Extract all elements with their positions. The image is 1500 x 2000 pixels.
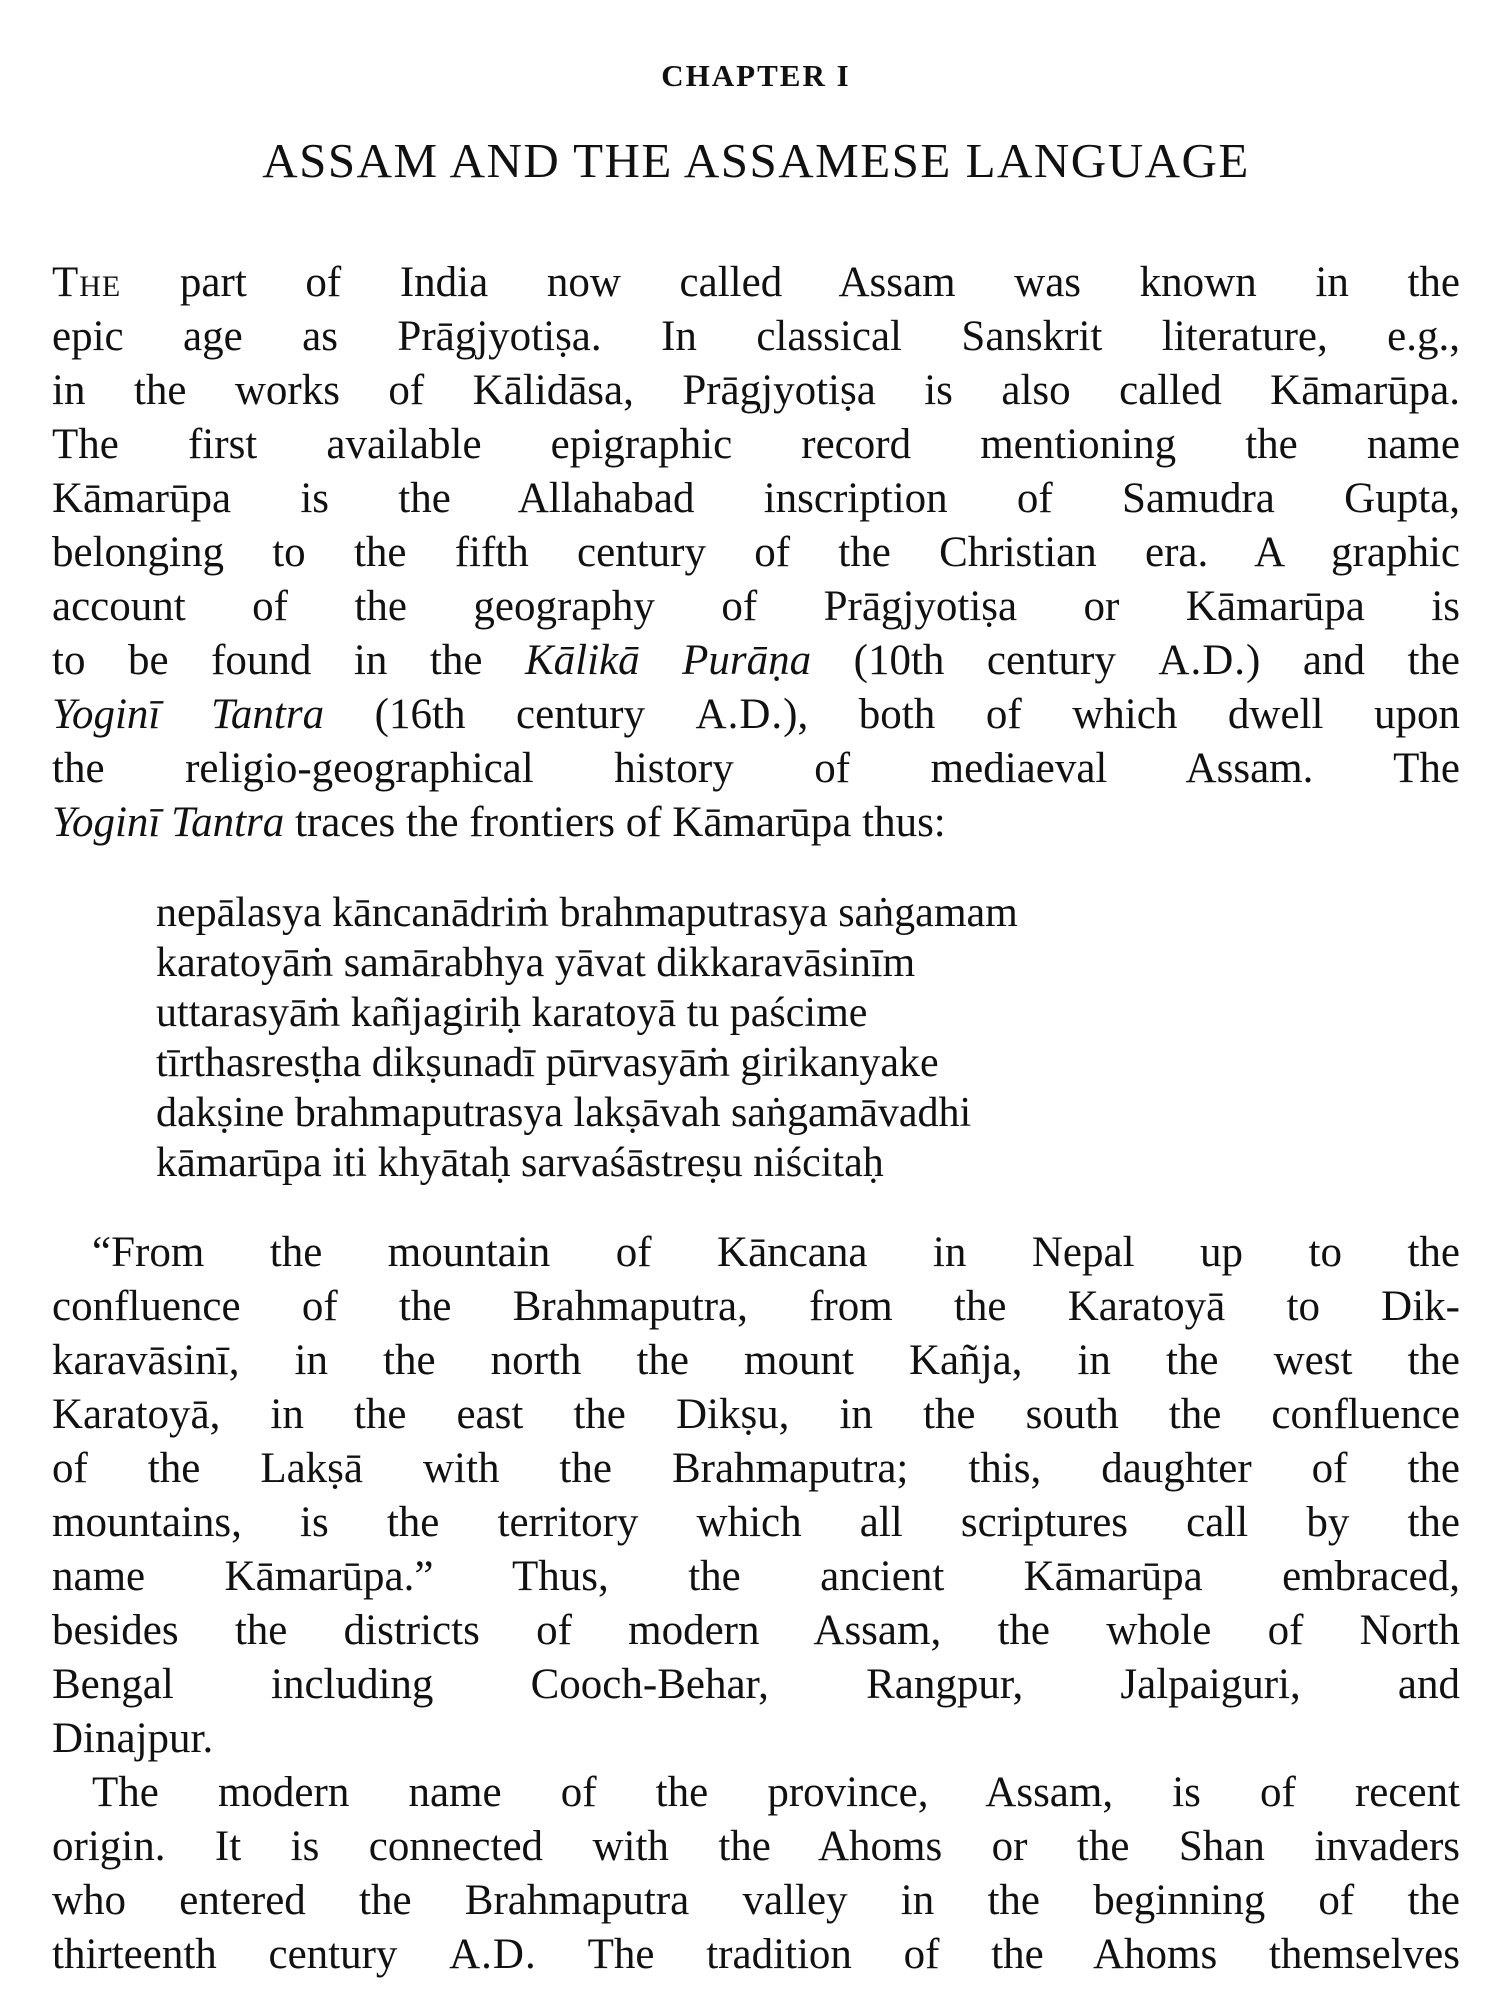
italic-title: Kālikā Purāṇa bbox=[524, 637, 812, 684]
era-abbrev: A.D. bbox=[449, 1931, 537, 1978]
text-line: origin. It is connected with the Ahoms or the Shan invaders bbox=[52, 1823, 1460, 1870]
text-line: to be found in the Kālikā Purāṇa (10th century A.D.) and the bbox=[52, 637, 1460, 684]
paragraph-modern-name bbox=[52, 1766, 1460, 1982]
sanskrit-verse bbox=[156, 888, 1256, 1188]
text-line: the religio-geographical history of mediaeval Assam. The bbox=[52, 745, 1460, 792]
text-line: “From the mountain of Kāncana in Nepal up to the bbox=[92, 1229, 1460, 1276]
text-line: who entered the Brahmaputra valley in the beginning of the bbox=[52, 1877, 1460, 1924]
chapter-title: ASSAM AND THE ASSAMESE LANGUAGE bbox=[262, 133, 1250, 188]
italic-title: Yoginī Tantra bbox=[52, 799, 285, 846]
text-line: epic age as Prāgjyotiṣa. In classical Sanskrit literature, e.g., bbox=[52, 313, 1460, 360]
italic-title: Yoginī Tantra bbox=[52, 691, 325, 738]
text-line: mountains, is the territory which all scriptures call by the bbox=[52, 1499, 1460, 1546]
verse-line: karatoyāṁ samārabhya yāvat dikkaravāsinīm bbox=[156, 940, 916, 986]
text-line: confluence of the Brahmaputra, from the Karatoyā to Dik- bbox=[52, 1283, 1460, 1330]
text-line: karavāsinī, in the north the mount Kañja, in the west the bbox=[52, 1337, 1460, 1384]
text-line: of the Lakṣā with the Brahmaputra; this, daughter of the bbox=[52, 1445, 1460, 1492]
text-line: in the works of Kālidāsa, Prāgjyotiṣa is also called Kāmarūpa. bbox=[52, 367, 1460, 414]
era-abbrev: A.D. bbox=[695, 691, 784, 738]
lead-word: The bbox=[52, 259, 122, 306]
text-line: Karatoyā, in the east the Dikṣu, in the south the confluence bbox=[52, 1391, 1460, 1438]
paragraph-translation bbox=[52, 1226, 1460, 1766]
text-line: thirteenth century A.D. The tradition of the Ahoms themselves bbox=[52, 1931, 1460, 1978]
text-line: Bengal including Cooch-Behar, Rangpur, Jalpaiguri, and bbox=[52, 1661, 1460, 1708]
text-line: name Kāmarūpa.” Thus, the ancient Kāmarūpa embraced, bbox=[52, 1553, 1460, 1600]
verse-line: kāmarūpa iti khyātaḥ sarvaśāstreṣu niścitaḥ bbox=[156, 1140, 884, 1186]
text-line: account of the geography of Prāgjyotiṣa or Kāmarūpa is bbox=[52, 583, 1460, 630]
text-line: The part of India now called Assam was known in the bbox=[52, 259, 1460, 306]
verse-line: nepālasya kāncanādriṁ brahmaputrasya saṅgamam bbox=[156, 890, 1018, 936]
verse-line: dakṣine brahmaputrasya lakṣāvah saṅgamāvadhi bbox=[156, 1090, 972, 1136]
text-line: besides the districts of modern Assam, the whole of North bbox=[52, 1607, 1460, 1654]
verse-line: uttarasyāṁ kañjagiriḥ karatoyā tu paścime bbox=[156, 990, 868, 1036]
chapter-label: CHAPTER I bbox=[661, 58, 851, 93]
text-line: The modern name of the province, Assam, is of recent bbox=[92, 1769, 1460, 1816]
verse-line: tīrthasresṭha dikṣunadī pūrvasyāṁ girikanyake bbox=[156, 1040, 939, 1086]
text-line: The first available epigraphic record mentioning the name bbox=[52, 421, 1460, 468]
text-line: Yoginī Tantra (16th century A.D.), both of which dwell upon bbox=[52, 691, 1461, 738]
text-line: Dinajpur. bbox=[52, 1715, 214, 1762]
text-line: belonging to the fifth century of the Christian era. A graphic bbox=[52, 529, 1460, 576]
paragraph-intro bbox=[52, 256, 1460, 850]
text-line: Yoginī Tantra traces the frontiers of Kāmarūpa thus: bbox=[52, 799, 946, 846]
era-abbrev: A.D. bbox=[1158, 637, 1247, 684]
text-line: Kāmarūpa is the Allahabad inscription of Samudra Gupta, bbox=[52, 475, 1460, 522]
